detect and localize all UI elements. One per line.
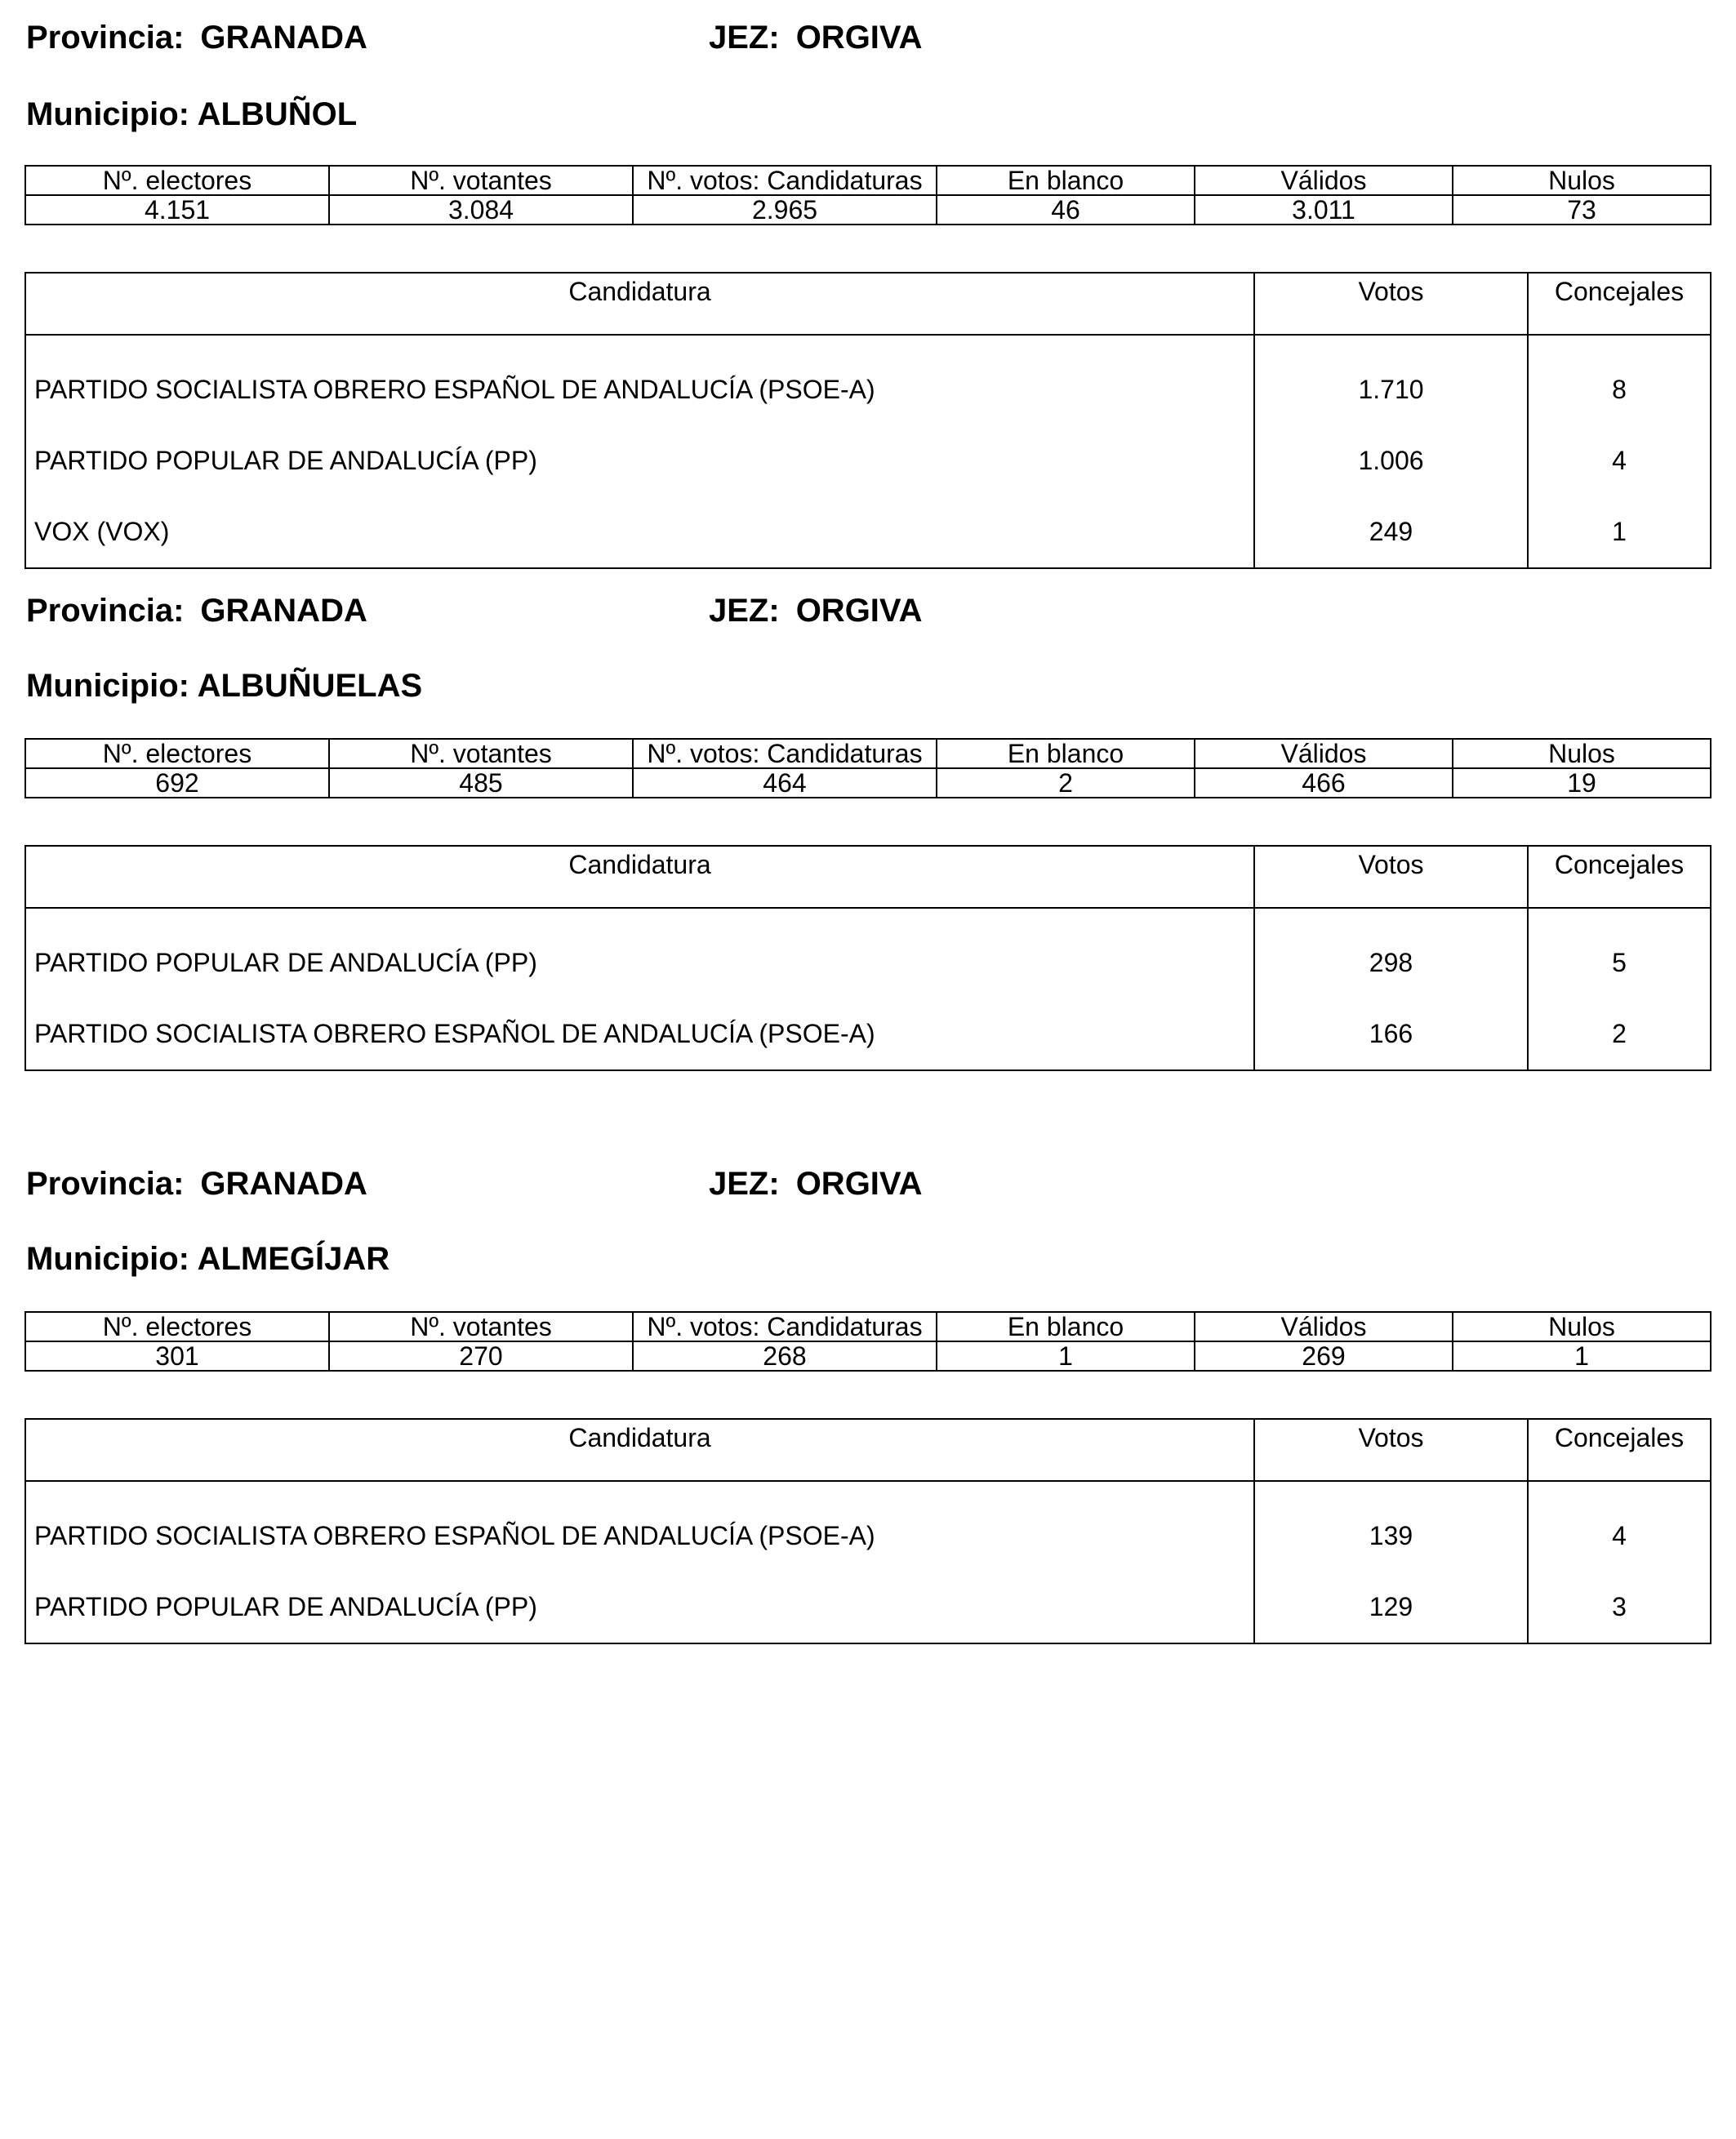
candidatura-concejales: 2 [1528, 998, 1711, 1070]
table-row [25, 1572, 1711, 1643]
stats-table [24, 165, 1712, 225]
municipio-header [26, 669, 422, 702]
table-row [25, 335, 1711, 425]
results-table [24, 272, 1712, 569]
candidatura-name: PARTIDO SOCIALISTA OBRERO ESPAÑOL DE ANDALUCÍA (PSOE-A) [25, 335, 1254, 425]
candidatura-name: PARTIDO SOCIALISTA OBRERO ESPAÑOL DE ANDALUCÍA (PSOE-A) [25, 1481, 1254, 1572]
results-header-row [25, 1419, 1711, 1481]
stat-value-votantes: 3.084 [329, 195, 633, 225]
municipio-value: ALMEGÍJAR [197, 1241, 390, 1277]
stat-value-nulos: 73 [1453, 195, 1711, 225]
stat-value-en-blanco: 1 [937, 1341, 1195, 1371]
stats-table [24, 738, 1712, 798]
candidatura-votos: 1.006 [1254, 425, 1528, 496]
municipio-label: Municipio: [26, 96, 189, 132]
stat-header-validos: Válidos [1195, 1312, 1453, 1341]
results-header-row [25, 273, 1711, 335]
header-concejales: Concejales [1528, 846, 1711, 908]
provincia-header [26, 1167, 367, 1200]
jez-header [709, 21, 923, 54]
header-candidatura: Candidatura [25, 846, 1254, 908]
candidatura-concejales: 4 [1528, 425, 1711, 496]
municipio-label: Municipio: [26, 668, 189, 704]
stat-header-validos: Válidos [1195, 166, 1453, 195]
table-row [25, 908, 1711, 998]
header-candidatura: Candidatura [25, 273, 1254, 335]
stat-header-votantes: Nº. votantes [329, 166, 633, 195]
stat-value-votantes: 270 [329, 1341, 633, 1371]
header-votos: Votos [1254, 1419, 1528, 1481]
jez-value: ORGIVA [795, 593, 923, 629]
stat-header-nulos: Nulos [1453, 739, 1711, 768]
stat-value-validos: 466 [1195, 768, 1453, 798]
candidatura-votos: 249 [1254, 496, 1528, 568]
stat-value-nulos: 19 [1453, 768, 1711, 798]
stat-header-nulos: Nulos [1453, 1312, 1711, 1341]
results-header-row [25, 846, 1711, 908]
results-table [24, 1418, 1712, 1644]
stats-header-row [25, 739, 1711, 768]
jez-value: ORGIVA [795, 1166, 923, 1202]
candidatura-votos: 139 [1254, 1481, 1528, 1572]
candidatura-name: VOX (VOX) [25, 496, 1254, 568]
stat-value-nulos: 1 [1453, 1341, 1711, 1371]
candidatura-name: PARTIDO POPULAR DE ANDALUCÍA (PP) [25, 425, 1254, 496]
stat-value-en-blanco: 2 [937, 768, 1195, 798]
table-row [25, 496, 1711, 568]
candidatura-concejales: 4 [1528, 1481, 1711, 1572]
candidatura-votos: 1.710 [1254, 335, 1528, 425]
candidatura-votos: 166 [1254, 998, 1528, 1070]
provincia-header [26, 21, 367, 54]
table-row [25, 425, 1711, 496]
stat-value-votos-candidaturas: 2.965 [633, 195, 937, 225]
provincia-label: Provincia: [26, 20, 185, 56]
stat-header-en-blanco: En blanco [937, 739, 1195, 768]
municipio-header [26, 98, 357, 131]
jez-header [709, 1167, 923, 1200]
jez-value: ORGIVA [795, 20, 923, 56]
stats-header-row [25, 166, 1711, 195]
header-candidatura: Candidatura [25, 1419, 1254, 1481]
candidatura-concejales: 8 [1528, 335, 1711, 425]
results-table [24, 845, 1712, 1071]
provincia-value: GRANADA [200, 20, 367, 56]
stats-header-row [25, 1312, 1711, 1341]
stat-value-validos: 269 [1195, 1341, 1453, 1371]
stats-value-row [25, 195, 1711, 225]
jez-label: JEZ: [709, 20, 780, 56]
stat-value-votos-candidaturas: 464 [633, 768, 937, 798]
provincia-value: GRANADA [200, 593, 367, 629]
stat-header-en-blanco: En blanco [937, 166, 1195, 195]
candidatura-concejales: 1 [1528, 496, 1711, 568]
provincia-header [26, 594, 367, 627]
provincia-label: Provincia: [26, 1166, 185, 1202]
stat-header-votos-candidaturas: Nº. votos: Candidaturas [633, 1312, 937, 1341]
stat-value-en-blanco: 46 [937, 195, 1195, 225]
jez-header [709, 594, 923, 627]
candidatura-concejales: 3 [1528, 1572, 1711, 1643]
candidatura-concejales: 5 [1528, 908, 1711, 998]
stat-value-electores: 301 [25, 1341, 329, 1371]
stat-value-electores: 4.151 [25, 195, 329, 225]
candidatura-votos: 129 [1254, 1572, 1528, 1643]
provincia-label: Provincia: [26, 593, 185, 629]
stat-header-electores: Nº. electores [25, 166, 329, 195]
table-row [25, 998, 1711, 1070]
stat-value-validos: 3.011 [1195, 195, 1453, 225]
stats-table [24, 1311, 1712, 1372]
header-votos: Votos [1254, 273, 1528, 335]
header-votos: Votos [1254, 846, 1528, 908]
stat-value-votos-candidaturas: 268 [633, 1341, 937, 1371]
municipio-value: ALBUÑOL [197, 96, 358, 132]
stat-header-electores: Nº. electores [25, 739, 329, 768]
jez-label: JEZ: [709, 593, 780, 629]
jez-label: JEZ: [709, 1166, 780, 1202]
header-concejales: Concejales [1528, 273, 1711, 335]
stat-header-votantes: Nº. votantes [329, 739, 633, 768]
municipio-value: ALBUÑUELAS [197, 668, 423, 704]
stat-header-nulos: Nulos [1453, 166, 1711, 195]
municipio-label: Municipio: [26, 1241, 189, 1277]
stat-header-votos-candidaturas: Nº. votos: Candidaturas [633, 166, 937, 195]
stats-value-row [25, 768, 1711, 798]
stat-header-votantes: Nº. votantes [329, 1312, 633, 1341]
stats-value-row [25, 1341, 1711, 1371]
candidatura-votos: 298 [1254, 908, 1528, 998]
stat-header-electores: Nº. electores [25, 1312, 329, 1341]
candidatura-name: PARTIDO SOCIALISTA OBRERO ESPAÑOL DE ANDALUCÍA (PSOE-A) [25, 998, 1254, 1070]
stat-header-en-blanco: En blanco [937, 1312, 1195, 1341]
stat-header-votos-candidaturas: Nº. votos: Candidaturas [633, 739, 937, 768]
header-concejales: Concejales [1528, 1419, 1711, 1481]
table-row [25, 1481, 1711, 1572]
stat-header-validos: Válidos [1195, 739, 1453, 768]
candidatura-name: PARTIDO POPULAR DE ANDALUCÍA (PP) [25, 1572, 1254, 1643]
candidatura-name: PARTIDO POPULAR DE ANDALUCÍA (PP) [25, 908, 1254, 998]
stat-value-votantes: 485 [329, 768, 633, 798]
stat-value-electores: 692 [25, 768, 329, 798]
municipio-header [26, 1243, 389, 1275]
provincia-value: GRANADA [200, 1166, 367, 1202]
